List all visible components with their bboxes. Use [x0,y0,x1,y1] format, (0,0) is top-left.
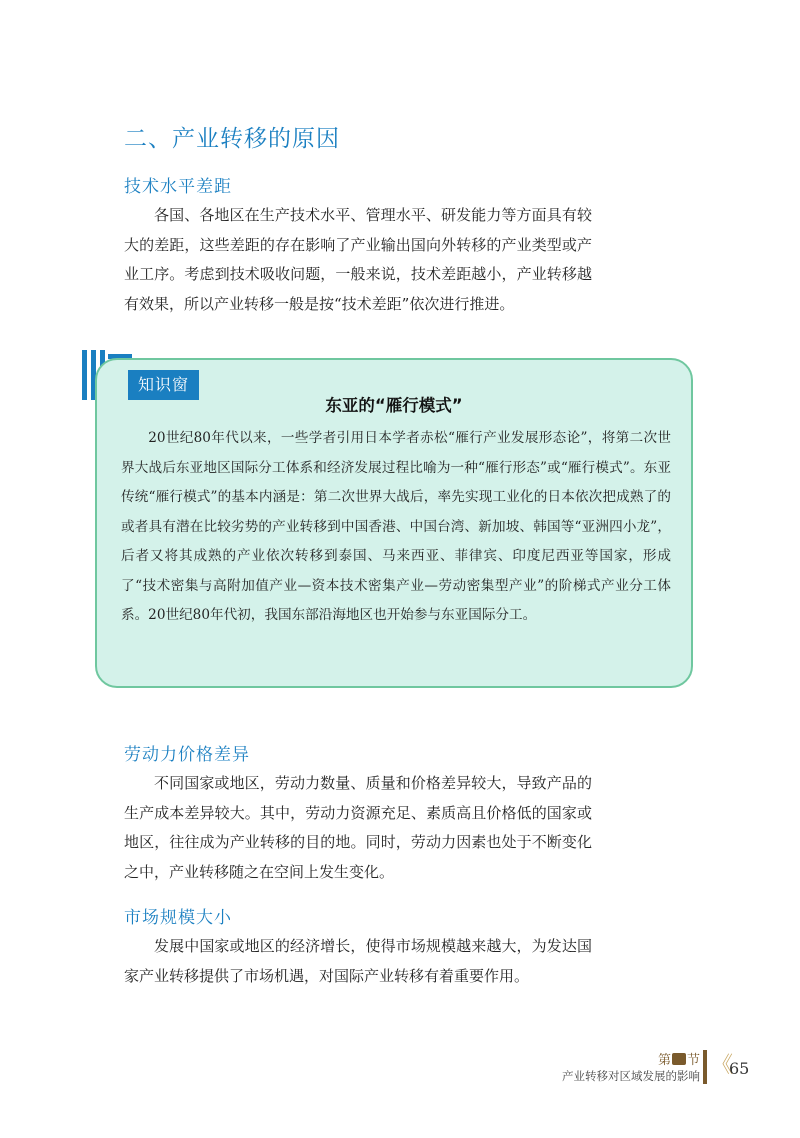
section-title: 二、产业转移的原因 [124,126,340,152]
subheading-market-size: 市场规模大小 [124,908,232,928]
footer-subtitle: 产业转移对区域发展的影响 [562,1069,700,1083]
paragraph-labor-price: 不同国家或地区，劳动力数量、质量和价格差异较大，导致产品的生产成本差异较大。其中，劳动力资源充足、素质高且价格低的国家或地区，往往成为产业转移的目的地。同时，劳动力因素也处于不断变化之中，产业转移随之在空间上发生变化。 [124,774,592,881]
knowledge-box [95,358,693,688]
chevron-left-icon: 《 [711,1053,734,1078]
knowledge-title: 东亚的“雁行模式” [325,396,463,415]
footer-divider [703,1050,707,1084]
paragraph-market-size: 发展中国家或地区的经济增长，使得市场规模越来越大，为发达国家产业转移提供了市场机遇，对国际产业转移有着重要作用。 [124,937,592,985]
footer-section-prefix: 第 [657,1053,671,1068]
paragraph-tech-gap: 各国、各地区在生产技术水平、管理水平、研发能力等方面具有较大的差距，这些差距的存在影响了产业输出国向外转移的产业类型或产业工序。考虑到技术吸收问题，一般来说，技术差距越小，产业转移越有效果，所以产业转移一般是按“技术差距”依次进行推进。 [124,206,592,313]
subheading-labor-price: 劳动力价格差异 [124,745,250,765]
section-number-marker [672,1053,686,1065]
footer-section-label [658,1049,700,1068]
knowledge-badge: 知识窗 [128,370,199,400]
knowledge-text: 20世纪80年代以来，一些学者引用日本学者赤松“雁行产业发展形态论”，将第二次世界大战后东亚地区国际分工体系和经济发展过程比喻为一种“雁行形态”或“雁行模式”。东亚传统“雁行模式”的基本内涵是：第二次世界大战后，率先实现工业化的日本依次把成熟了的或者具有潜在比较劣势的产业转移到中国香港、中国台湾、新加坡、韩国等“亚洲四小龙”，后者又将其成熟的产业依次转移到泰国、马来西亚、菲律宾、印度尼西亚等国家，形成了“技术密集与高附加值产业—资本技术密集产业—劳动密集型产业”的阶梯式产业分工体系。20世纪80年代初，我国东部沿海地区也开始参与东亚国际分工。 [121,430,671,623]
footer-section-suffix: 节 [686,1053,700,1068]
page-number: 65 [729,1059,750,1078]
subheading-tech-gap: 技术水平差距 [124,177,232,197]
